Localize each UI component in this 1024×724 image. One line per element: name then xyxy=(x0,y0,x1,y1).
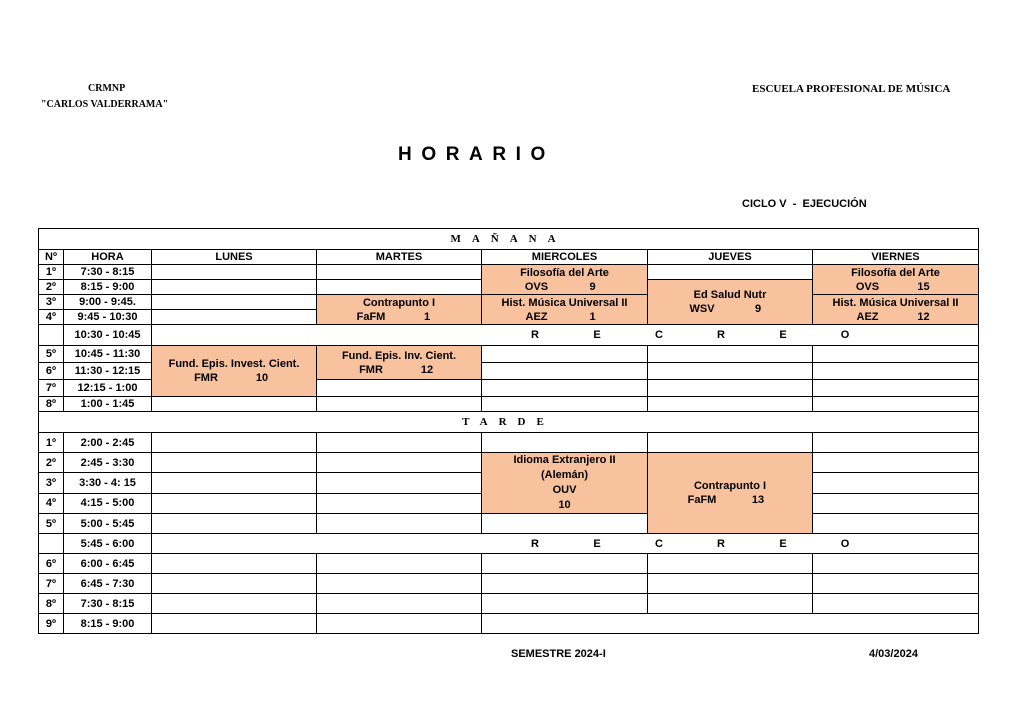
page-title: HORARIO xyxy=(398,144,555,165)
col-header-monday: LUNES xyxy=(152,250,317,265)
empty-cell xyxy=(482,397,648,412)
course-name: Hist. Música Universal II xyxy=(501,296,628,309)
afternoon-section-label: TARDE xyxy=(39,412,979,433)
row-number: 3º xyxy=(39,473,64,493)
empty-cell xyxy=(813,574,979,594)
row-hour: 8:15 - 9:00 xyxy=(64,614,152,634)
empty-cell xyxy=(317,280,482,295)
row-hour: 7:30 - 8:15 xyxy=(64,265,152,280)
empty-cell xyxy=(152,280,317,295)
empty-cell xyxy=(152,295,317,310)
row-hour: 10:30 - 10:45 xyxy=(64,325,152,346)
row-number xyxy=(39,534,64,554)
empty-cell xyxy=(813,453,979,473)
course-cell xyxy=(152,346,317,397)
course-room: 10 xyxy=(558,499,571,511)
row-number xyxy=(39,325,64,346)
course-name: Idioma Extranjero II xyxy=(513,454,616,466)
row-hour: 2:00 - 2:45 xyxy=(64,433,152,453)
empty-cell xyxy=(648,380,813,397)
empty-cell xyxy=(317,493,482,513)
empty-cell xyxy=(317,473,482,493)
empty-cell xyxy=(813,473,979,493)
row-number: 6º xyxy=(39,363,64,380)
morning-section-row xyxy=(39,229,979,250)
date-label: 4/03/2024 xyxy=(869,648,918,660)
row-number: 6º xyxy=(39,554,64,574)
school-name: ESCUELA PROFESIONAL DE MÚSICA xyxy=(752,83,951,95)
course-cell xyxy=(317,346,482,380)
empty-cell xyxy=(813,514,979,534)
empty-cell xyxy=(152,594,317,614)
row-hour: 7:30 - 8:15 xyxy=(64,594,152,614)
row-hour: 11:30 - 12:15 xyxy=(64,363,152,380)
row-number: 2º xyxy=(39,453,64,473)
break-row xyxy=(39,325,979,346)
course-teacher-room: FaFM 13 xyxy=(687,494,765,506)
break-row xyxy=(39,534,979,554)
table-row xyxy=(39,614,979,634)
course-cell xyxy=(317,295,482,325)
empty-cell xyxy=(813,380,979,397)
empty-cell xyxy=(813,346,979,363)
empty-cell xyxy=(648,433,813,453)
empty-cell xyxy=(482,514,648,534)
break-label: R E C R E O xyxy=(152,534,979,554)
empty-cell xyxy=(813,554,979,574)
institution-name: "CARLOS VALDERRAMA" xyxy=(41,99,169,110)
course-cell xyxy=(813,265,979,295)
row-hour: 6:00 - 6:45 xyxy=(64,554,152,574)
col-header-hour: HORA xyxy=(64,250,152,265)
empty-cell xyxy=(317,453,482,473)
empty-cell xyxy=(648,554,813,574)
empty-cell xyxy=(482,554,648,574)
empty-cell xyxy=(317,433,482,453)
empty-cell xyxy=(813,433,979,453)
row-hour: 1:00 - 1:45 xyxy=(64,397,152,412)
empty-cell xyxy=(317,554,482,574)
row-number: 7º xyxy=(39,380,64,397)
col-header-thursday: JUEVES xyxy=(648,250,813,265)
row-hour: 8:15 - 9:00 xyxy=(64,280,152,295)
empty-cell xyxy=(317,265,482,280)
table-row xyxy=(39,514,979,534)
row-number: 4º xyxy=(39,493,64,513)
course-teacher-room: FMR 10 xyxy=(194,372,269,384)
empty-cell xyxy=(482,433,648,453)
empty-cell xyxy=(152,310,317,325)
empty-cell xyxy=(152,265,317,280)
empty-cell xyxy=(482,614,979,634)
course-name: Ed Salud Nutr xyxy=(693,289,767,301)
row-hour: 4:15 - 5:00 xyxy=(64,493,152,513)
col-header-number: Nº xyxy=(39,250,64,265)
row-number: 8º xyxy=(39,397,64,412)
course-name: Filosofía del Arte xyxy=(520,266,609,279)
empty-cell xyxy=(813,397,979,412)
empty-cell xyxy=(152,514,317,534)
course-teacher-room: OVS 9 xyxy=(524,280,596,293)
semester-label: SEMESTRE 2024-I xyxy=(511,648,606,660)
row-number: 5º xyxy=(39,346,64,363)
course-name: Hist. Música Universal II xyxy=(832,296,959,309)
afternoon-section-row xyxy=(39,412,979,433)
course-name: Fund. Epis. Inv. Cient. xyxy=(341,349,457,362)
empty-cell xyxy=(648,265,813,280)
col-header-tuesday: MARTES xyxy=(317,250,482,265)
empty-cell xyxy=(317,614,482,634)
row-number: 4º xyxy=(39,310,64,325)
empty-cell xyxy=(482,363,648,380)
course-name-detail: (Alemán) xyxy=(540,469,589,481)
table-row xyxy=(39,433,979,453)
course-cell xyxy=(482,453,648,514)
col-header-friday: VIERNES xyxy=(813,250,979,265)
course-cell xyxy=(482,265,648,295)
empty-cell xyxy=(317,397,482,412)
empty-cell xyxy=(482,380,648,397)
row-number: 9º xyxy=(39,614,64,634)
row-hour: 2:45 - 3:30 xyxy=(64,453,152,473)
course-name: Contrapunto I xyxy=(693,480,767,492)
empty-cell xyxy=(152,397,317,412)
course-name: Fund. Epis. Invest. Cient. xyxy=(168,358,300,370)
empty-cell xyxy=(317,594,482,614)
institution-acronym: CRMNP xyxy=(88,83,126,94)
row-number: 5º xyxy=(39,514,64,534)
empty-cell xyxy=(152,554,317,574)
course-teacher-room: AEZ 12 xyxy=(856,310,930,323)
schedule-table xyxy=(38,228,979,634)
course-teacher-room: AEZ 1 xyxy=(525,310,596,323)
table-row xyxy=(39,265,979,280)
empty-cell xyxy=(152,493,317,513)
empty-cell xyxy=(648,574,813,594)
course-teacher-room: FaFM 1 xyxy=(356,310,431,323)
break-label: R E C R E O xyxy=(152,325,979,346)
empty-cell xyxy=(648,363,813,380)
empty-cell xyxy=(648,594,813,614)
empty-cell xyxy=(317,380,482,397)
course-cell xyxy=(482,295,648,325)
morning-section-label: MAÑANA xyxy=(39,229,979,250)
course-name: Filosofía del Arte xyxy=(851,266,940,279)
empty-cell xyxy=(152,453,317,473)
row-number: 8º xyxy=(39,594,64,614)
course-cell xyxy=(648,280,813,325)
empty-cell xyxy=(317,514,482,534)
course-teacher-room: WSV 9 xyxy=(689,303,762,315)
header-row xyxy=(39,250,979,265)
cycle-label: CICLO V - EJECUCIÓN xyxy=(742,198,867,210)
table-row xyxy=(39,554,979,574)
row-hour: 5:00 - 5:45 xyxy=(64,514,152,534)
row-number: 1º xyxy=(39,433,64,453)
row-number: 7º xyxy=(39,574,64,594)
row-number: 3º xyxy=(39,295,64,310)
table-row xyxy=(39,594,979,614)
table-row xyxy=(39,574,979,594)
empty-cell xyxy=(152,614,317,634)
course-cell xyxy=(648,453,813,534)
empty-cell xyxy=(482,594,648,614)
row-number: 1º xyxy=(39,265,64,280)
row-hour: 10:45 - 11:30 xyxy=(64,346,152,363)
empty-cell xyxy=(813,493,979,513)
row-hour: 6:45 - 7:30 xyxy=(64,574,152,594)
table-row xyxy=(39,453,979,473)
row-hour: 9:00 - 9:45. xyxy=(64,295,152,310)
course-cell xyxy=(813,295,979,325)
course-teacher-room: FMR 12 xyxy=(359,363,434,376)
row-hour: 3:30 - 4: 15 xyxy=(64,473,152,493)
empty-cell xyxy=(152,473,317,493)
empty-cell xyxy=(482,574,648,594)
row-hour: 5:45 - 6:00 xyxy=(64,534,152,554)
row-hour: 12:15 - 1:00 xyxy=(64,380,152,397)
empty-cell xyxy=(813,363,979,380)
empty-cell xyxy=(648,346,813,363)
table-row xyxy=(39,295,979,310)
course-teacher: OUV xyxy=(552,484,577,496)
empty-cell xyxy=(482,346,648,363)
course-name: Contrapunto I xyxy=(362,296,436,309)
empty-cell xyxy=(152,433,317,453)
empty-cell xyxy=(317,574,482,594)
table-row xyxy=(39,397,979,412)
row-number: 2º xyxy=(39,280,64,295)
row-hour: 9:45 - 10:30 xyxy=(64,310,152,325)
empty-cell xyxy=(152,574,317,594)
col-header-wednesday: MIERCOLES xyxy=(482,250,648,265)
course-teacher-room: OVS 15 xyxy=(855,280,930,293)
empty-cell xyxy=(648,397,813,412)
empty-cell xyxy=(813,594,979,614)
table-row xyxy=(39,346,979,363)
